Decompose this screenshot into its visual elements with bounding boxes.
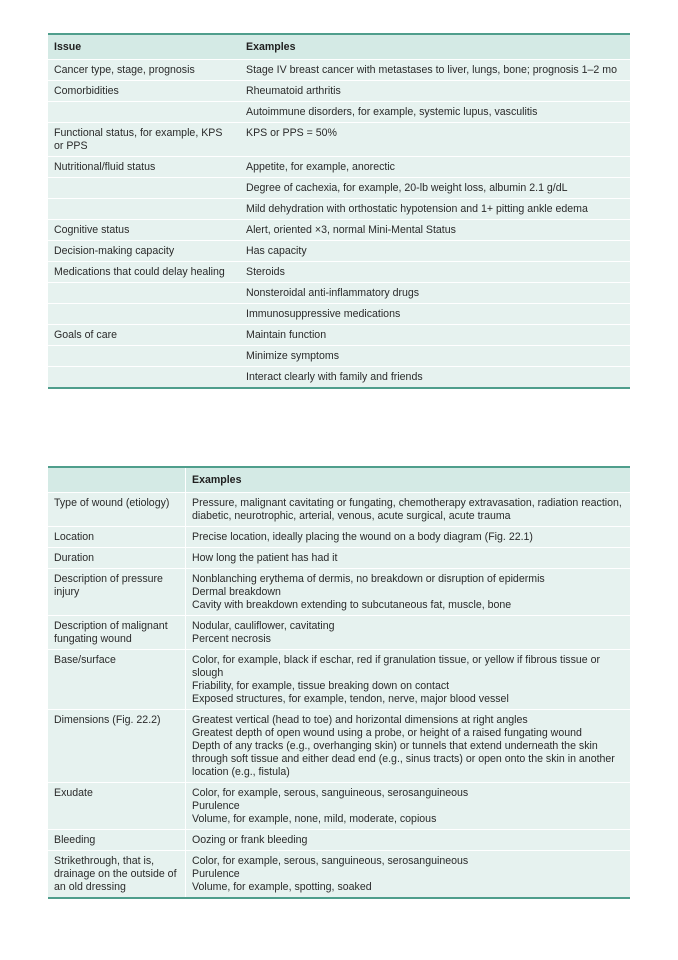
wound-example-cell [186,527,631,548]
table-row [48,616,630,650]
example-cell: Has capacity [240,241,630,262]
wound-example-cell [186,851,631,899]
wound-attribute-cell: Exudate [48,783,186,830]
example-line: Color, for example, serous, sanguineous, serosanguineous [192,855,469,867]
example-line: Color, for example, serous, sanguineous, serosanguineous [192,787,469,799]
column-header-examples: Examples [192,474,242,486]
patient-assessment-table [48,33,630,389]
example-line: How long the patient has had it [192,552,338,564]
table-row [48,262,630,283]
wound-attribute-cell: Strikethrough, that is, drainage on the outside of an old dressing [48,851,186,899]
issue-cell: Cancer type, stage, prognosis [48,60,240,81]
table-row [48,81,630,102]
example-line: Purulence [192,868,240,880]
table-row [48,199,630,220]
table-row [48,123,630,157]
issue-cell: Goals of care [48,325,240,346]
example-line: Volume, for example, spotting, soaked [192,881,372,893]
issue-cell: Comorbidities [48,81,240,102]
example-cell: Mild dehydration with orthostatic hypotension and 1+ pitting ankle edema [240,199,630,220]
example-cell: Nonsteroidal anti-inflammatory drugs [240,283,630,304]
table-row [48,283,630,304]
wound-assessment-table [48,466,630,899]
issue-cell [48,178,240,199]
issue-cell [48,346,240,367]
table-header-row [48,467,630,493]
example-line: Exposed structures, for example, tendon, nerve, major blood vessel [192,693,509,705]
table-row [48,493,630,527]
wound-attribute-cell: Dimensions (Fig. 22.2) [48,710,186,783]
wound-attribute-cell: Location [48,527,186,548]
example-line: Oozing or frank bleeding [192,834,308,846]
issue-cell: Nutritional/fluid status [48,157,240,178]
example-line: Friability, for example, tissue breaking down on contact [192,680,450,692]
wound-attribute-cell: Description of malignant fungating wound [48,616,186,650]
table-row [48,830,630,851]
wound-example-cell [186,493,631,527]
wound-example-cell [186,783,631,830]
wound-attribute-cell: Base/surface [48,650,186,710]
column-header-blank [48,467,186,493]
issue-cell [48,367,240,389]
example-line: Precise location, ideally placing the wound on a body diagram (Fig. 22.1) [192,531,533,543]
table-row [48,650,630,710]
wound-example-cell [186,569,631,616]
example-cell: Interact clearly with family and friends [240,367,630,389]
issue-cell: Decision-making capacity [48,241,240,262]
table-row [48,367,630,389]
example-cell: Alert, oriented ×3, normal Mini-Mental Status [240,220,630,241]
wound-example-cell [186,830,631,851]
example-line: Dermal breakdown [192,586,281,598]
issue-cell [48,102,240,123]
example-line: Purulence [192,800,240,812]
column-header-examples: Examples [246,41,296,53]
example-line: Greatest vertical (head to toe) and horizontal dimensions at right angles [192,714,528,726]
example-cell: Immunosuppressive medications [240,304,630,325]
table-row [48,569,630,616]
example-cell: Steroids [240,262,630,283]
issue-cell [48,304,240,325]
example-cell: Maintain function [240,325,630,346]
table-row [48,851,630,899]
table-row [48,346,630,367]
table-row [48,527,630,548]
example-cell: Appetite, for example, anorectic [240,157,630,178]
example-line: Volume, for example, none, mild, moderate, copious [192,813,437,825]
wound-example-cell [186,616,631,650]
table-row [48,60,630,81]
patient-assessment-body [48,60,630,389]
wound-assessment-body [48,493,630,899]
table-row [48,325,630,346]
table-row [48,548,630,569]
issue-cell [48,199,240,220]
table-row [48,220,630,241]
example-line: Cavity with breakdown extending to subcutaneous fat, muscle, bone [192,599,512,611]
example-line: Nodular, cauliflower, cavitating [192,620,335,632]
example-cell: Rheumatoid arthritis [240,81,630,102]
issue-cell: Medications that could delay healing [48,262,240,283]
example-cell: Stage IV breast cancer with metastases to liver, lungs, bone; prognosis 1–2 mo [240,60,630,81]
example-line: Depth of any tracks (e.g., overhanging skin) or tunnels that extend underneath the skin through soft tissue and either dead end (e.g., sinus tracts) or open onto the skin in another location (e.g., fistula) [192,740,615,778]
issue-cell [48,283,240,304]
example-cell: Minimize symptoms [240,346,630,367]
wound-attribute-cell: Duration [48,548,186,569]
wound-attribute-cell: Bleeding [48,830,186,851]
example-line: Color, for example, black if eschar, red if granulation tissue, or yellow if fibrous tissue or slough [192,654,601,679]
table-row [48,783,630,830]
table-row [48,102,630,123]
issue-cell: Cognitive status [48,220,240,241]
example-cell: KPS or PPS = 50% [240,123,630,157]
wound-example-cell [186,548,631,569]
wound-example-cell [186,650,631,710]
example-line: Pressure, malignant cavitating or fungating, chemotherapy extravasation, radiation reaction, diabetic, neurotrophic, arterial, venous, acute surgical, acute trauma [192,497,622,522]
issue-cell: Functional status, for example, KPS or PPS [48,123,240,157]
wound-attribute-cell: Description of pressure injury [48,569,186,616]
table-row [48,178,630,199]
table-row [48,304,630,325]
column-header-issue: Issue [54,41,82,53]
example-line: Nonblanching erythema of dermis, no breakdown or disruption of epidermis [192,573,545,585]
wound-example-cell [186,710,631,783]
example-cell: Autoimmune disorders, for example, systemic lupus, vasculitis [240,102,630,123]
example-line: Greatest depth of open wound using a probe, or height of a raised fungating wound [192,727,582,739]
example-cell: Degree of cachexia, for example, 20-lb weight loss, albumin 2.1 g/dL [240,178,630,199]
table-row [48,710,630,783]
table-row [48,157,630,178]
wound-attribute-cell: Type of wound (etiology) [48,493,186,527]
table-row [48,241,630,262]
table-header-row [48,34,630,60]
example-line: Percent necrosis [192,633,271,645]
